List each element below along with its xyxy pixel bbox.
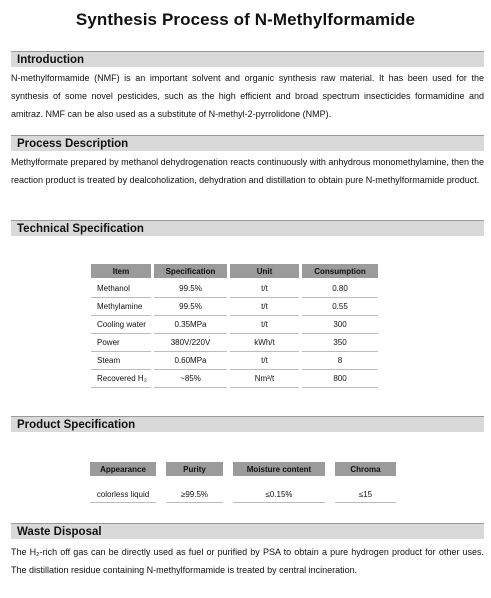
specification-cell: 380V/220V [154,334,227,352]
process-description-heading: Process Description [11,135,484,151]
table-header-row [90,462,396,476]
consumption-cell: 300 [302,316,378,334]
product-specification-table [80,462,406,503]
item-cell: Methylamine [91,298,151,316]
column-header-consumption: Consumption [302,264,378,280]
item-cell: Power [91,334,151,352]
specification-cell: 0.35MPa [154,316,227,334]
introduction-heading: Introduction [11,51,484,67]
column-header-specification: Specification [154,264,227,280]
page-title: Synthesis Process of N-Methylformamide [75,10,416,29]
table-row [91,352,378,370]
specification-cell: 99.5% [154,298,227,316]
product-specification-heading: Product Specification [11,416,484,432]
table-row [91,316,378,334]
purity-cell: ≥99.5% [166,486,223,503]
consumption-cell: 350 [302,334,378,352]
table-header-row [91,264,378,280]
unit-cell: kWh/t [230,334,299,352]
table-row [91,280,378,298]
column-header-moisture-content: Moisture content [233,462,325,476]
column-header-purity: Purity [166,462,223,476]
introduction-text: N-methylformamide (NMF) is an important solvent and organic synthesis raw material. It has been used for the synthesis of some novel pesticides, such as the high efficient and broad spectrum insecticides formamidine and amitraz. NMF can be also used as a substitute of N-methyl-2-pyrrolidone (NMP). [11,73,484,119]
moisture-content-cell: ≤0.15% [233,486,325,503]
table-row [91,334,378,352]
unit-cell: t/t [230,298,299,316]
item-cell: Recovered H₂ [91,370,151,388]
chroma-cell: ≤15 [335,486,396,503]
item-cell: Methanol [91,280,151,298]
specification-cell: ~85% [154,370,227,388]
table-row [91,370,378,388]
waste-disposal-heading: Waste Disposal [11,523,484,539]
technical-specification-heading: Technical Specification [11,220,484,236]
consumption-cell: 800 [302,370,378,388]
specification-cell: 99.5% [154,280,227,298]
technical-specification-table [88,264,381,388]
unit-cell: t/t [230,316,299,334]
table-row [91,298,378,316]
column-header-item: Item [91,264,151,280]
unit-cell: t/t [230,280,299,298]
consumption-cell: 0.80 [302,280,378,298]
column-header-appearance: Appearance [90,462,156,476]
item-cell: Steam [91,352,151,370]
item-cell: Cooling water [91,316,151,334]
appearance-cell: colorless liquid [90,486,156,503]
consumption-cell: 0.55 [302,298,378,316]
process-description-text: Methylformate prepared by methanol dehydrogenation reacts continuously with anhydrous monomethylamine, then the reaction product is treated by dealcoholization, dehydration and distillation to obtain pure N-methylformamide product. [11,157,484,185]
table-row [90,486,396,503]
waste-disposal-text: The H₂-rich off gas can be directly used as fuel or purified by PSA to obtain a pure hydrogen product for other uses. The distillation residue containing N-methylformamide is treated by central incineration. [11,547,484,575]
consumption-cell: 8 [302,352,378,370]
unit-cell: Nm³/t [230,370,299,388]
column-header-unit: Unit [230,264,299,280]
specification-cell: 0.60MPa [154,352,227,370]
unit-cell: t/t [230,352,299,370]
column-header-chroma: Chroma [335,462,396,476]
